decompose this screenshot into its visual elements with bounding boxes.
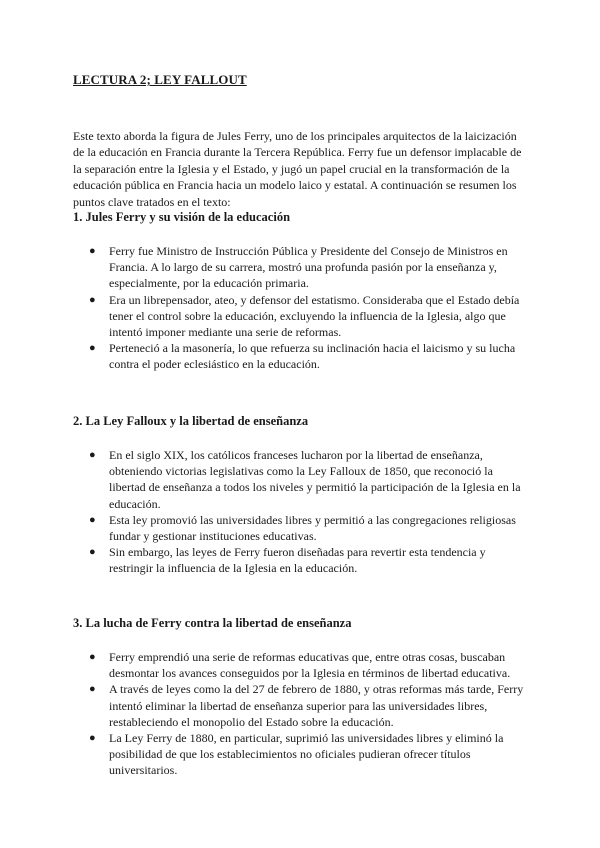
list-item (73, 681, 528, 730)
list-item (73, 447, 528, 512)
section-1 (73, 210, 528, 373)
list-item (73, 512, 528, 544)
bullet-icon: ● (89, 732, 96, 745)
section-2-heading: 2. La Ley Falloux y la libertad de enseñanza (73, 414, 309, 428)
bullet-icon: ● (89, 546, 96, 559)
bullet-icon: ● (89, 342, 96, 355)
list-item (73, 292, 528, 341)
list-item (73, 544, 528, 576)
list-item (73, 649, 528, 681)
list-item-text: Sin embargo, las leyes de Ferry fueron diseñadas para revertir esta tendencia y restringir la influencia de la Iglesia en la educación. (109, 545, 486, 576)
section-1-list (73, 243, 528, 373)
list-item-text: A través de leyes como la del 27 de febrero de 1880, y otras reformas más tarde, Ferry intentó eliminar la libertad de enseñanza superior para las universidades libres, restableciendo el monopolio del Estado sobre la educación. (109, 682, 524, 729)
bullet-icon: ● (89, 293, 96, 306)
list-item-text: Perteneció a la masonería, lo que refuerza su inclinación hacia el laicismo y su lucha contra el poder eclesiástico en la educación. (109, 341, 516, 372)
bullet-icon: ● (89, 651, 96, 663)
list-item-text: Ferry emprendió una serie de reformas educativas que, entre otras cosas, buscaban desmontar los avances conseguidos por la Iglesia en términos de libertad educativa. (109, 650, 511, 681)
bullet-icon: ● (89, 449, 96, 461)
section-2 (73, 414, 528, 577)
list-item-text: Ferry fue Ministro de Instrucción Pública y Presidente del Consejo de Ministros en Francia. A lo largo de su carrera, mostró una profunda pasión por la enseñanza y, especialmente, por la educación primaria. (109, 244, 508, 291)
bullet-icon: ● (89, 513, 96, 526)
list-item-text: En el siglo XIX, los católicos franceses lucharon por la libertad de enseñanza, obteniendo victorias legislativas como la Ley Falloux de 1850, que reconoció la libertad de enseñanza a todos los niveles y permitió la participación de la Iglesia en la educación. (109, 448, 521, 511)
section-3-heading: 3. La lucha de Ferry contra la libertad de enseñanza (73, 616, 352, 630)
section-3 (73, 616, 528, 779)
document-title: LECTURA 2; LEY FALLOUT (73, 72, 247, 87)
list-item (73, 243, 528, 292)
section-3-list (73, 649, 528, 779)
section-2-list (73, 447, 528, 577)
list-item-text: La Ley Ferry de 1880, en particular, suprimió las universidades libres y eliminó la posibilidad de que los establecimientos no oficiales pudieran ofrecer títulos universitarios. (109, 731, 504, 778)
bullet-icon: ● (89, 245, 96, 257)
list-item (73, 730, 528, 779)
bullet-icon: ● (89, 683, 96, 696)
list-item-text: Era un librepensador, ateo, y defensor del estatismo. Consideraba que el Estado debía tener el control sobre la educación, excluyendo la influencia de la Iglesia, algo que intentó imponer mediante una serie de reformas. (109, 292, 520, 340)
intro-paragraph: Este texto aborda la figura de Jules Ferry, uno de los principales arquitectos de la laicización de la educación en Francia durante la Tercera República. Ferry fue un defensor implacable de la separación entre la Iglesia y el Estado, y jugó un papel crucial en la transformación de la educación pública en Francia hacia un modelo laico y estatal. A continuación se resumen los puntos clave tratados en el texto: (73, 129, 522, 209)
section-1-heading: 1. Jules Ferry y su visión de la educación (73, 210, 291, 224)
list-item (73, 340, 528, 372)
list-item-text: Esta ley promovió las universidades libres y permitió a las congregaciones religiosas fundar y gestionar instituciones educativas. (109, 512, 516, 544)
